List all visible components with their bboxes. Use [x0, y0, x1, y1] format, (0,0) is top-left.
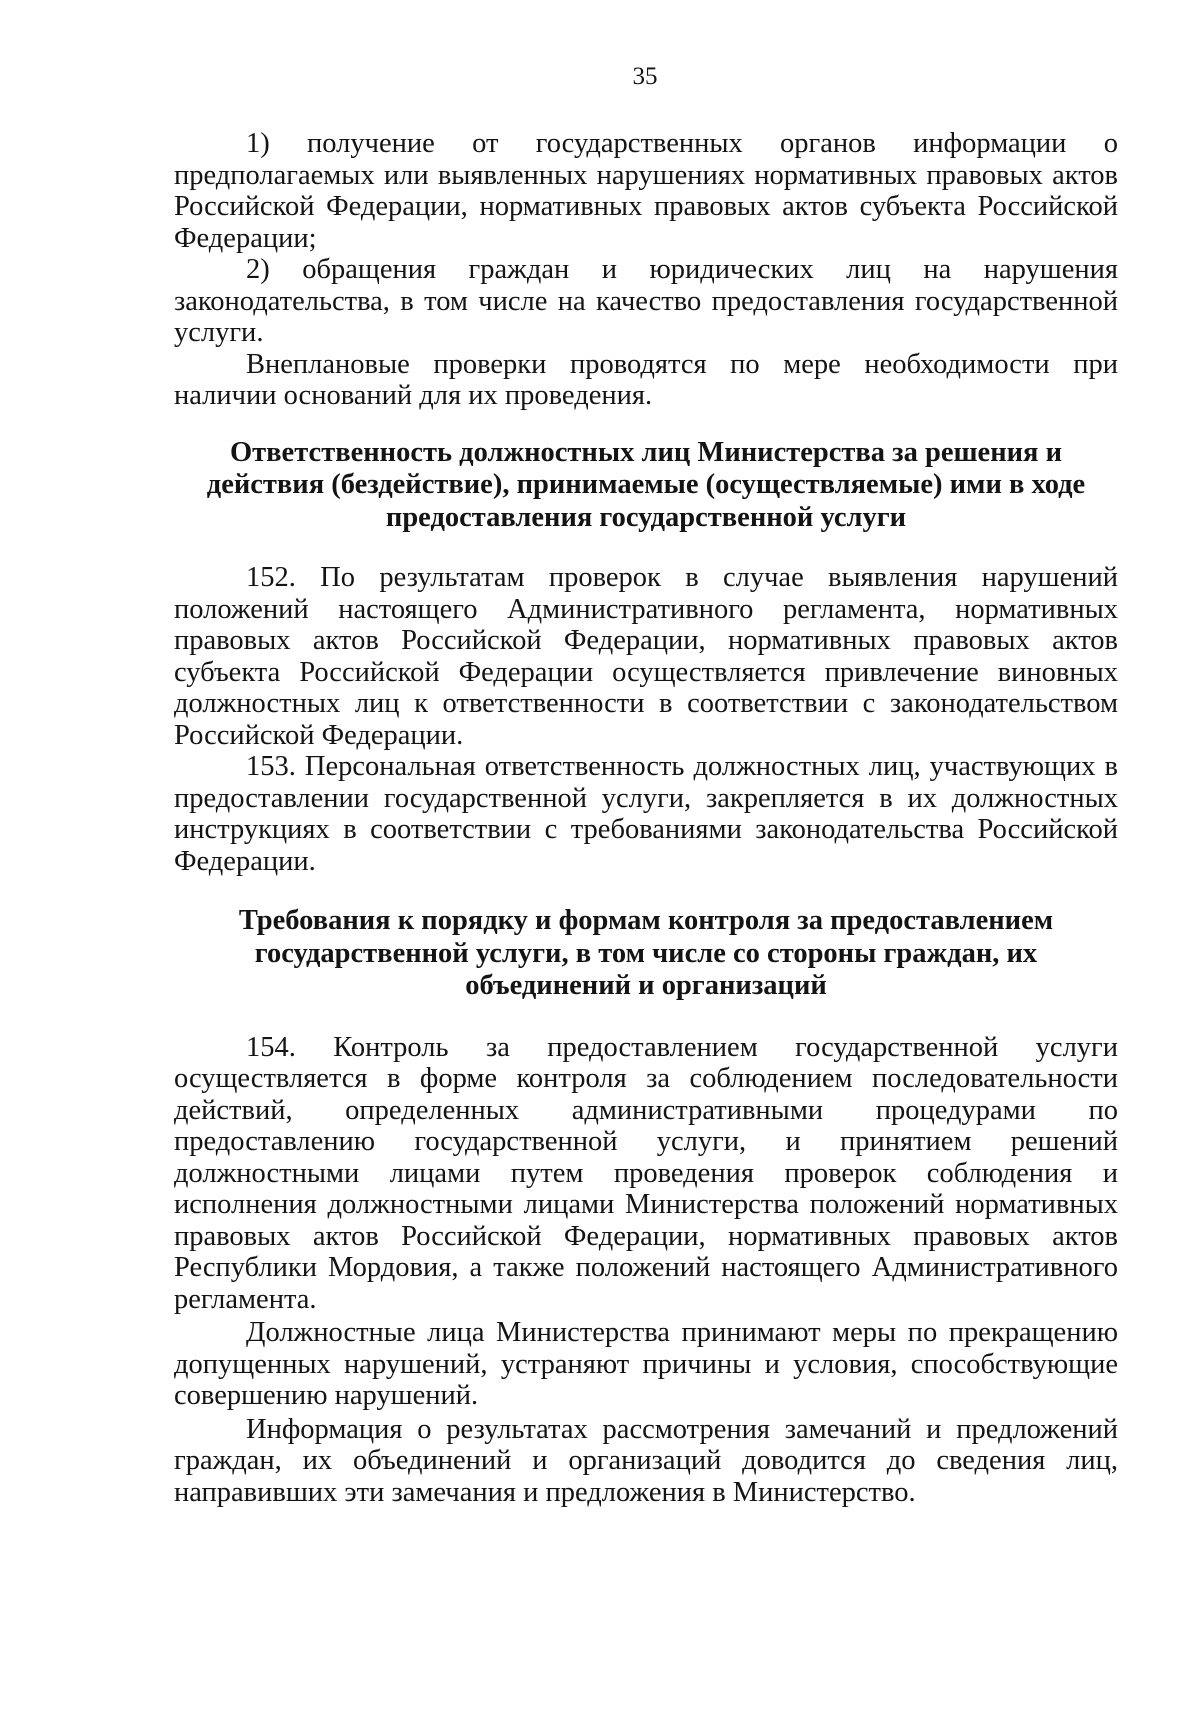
paragraph-results-information: Информация о результатах рассмотрения замечаний и предложений граждан, их объединений и организаций доводится до сведения лиц, направивших эти замечания и предложения в Министерство. [174, 1413, 1118, 1508]
paragraph-item-2: 2) обращения граждан и юридических лиц на нарушения законодательства, в том числе на качество предоставления государственной услуги. [174, 254, 1118, 348]
paragraph-153: 153. Персональная ответственность должностных лиц, участвующих в предоставлении государственной услуги, закрепляется в их должностных инструкциях в соответствии с требованиями законодательства Российской Федерации. [174, 751, 1118, 877]
page-number: 35 [632, 63, 658, 90]
section-heading-control-requirements: Требования к порядку и формам контроля за предоставлением государственной услуги, в том числе со стороны граждан, их объединений и организаций [238, 905, 1054, 1001]
paragraph-152: 152. По результатам проверок в случае выявления нарушений положений настоящего Административного регламента, нормативных правовых актов Российской Федерации, нормативных правовых актов субъекта Российской Федерации осуществляется привлечение виновных должностных лиц к ответственности в соответствии с законодательством Российской Федерации. [174, 562, 1118, 751]
paragraph-officials-measures: Должностные лица Министерства принимают меры по прекращению допущенных нарушений, устраняют причины и условия, способствующие совершению нарушений. [174, 1317, 1118, 1411]
document-body [174, 128, 1118, 1508]
paragraph-item-1: 1) получение от государственных органов информации о предполагаемых или выявленных нарушениях нормативных правовых актов Российской Федерации, нормативных правовых актов субъекта Российской Федерации; [174, 128, 1118, 254]
paragraph-154: 154. Контроль за предоставлением государственной услуги осуществляется в форме контроля за соблюдением последовательности действий, определенных административными процедурами по предоставлению государственной услуги, и принятием решений должностными лицами путем проведения проверок соблюдения и исполнения должностными лицами Министерства положений нормативных правовых актов Российской Федерации, нормативных правовых актов Республики Мордовия, а также положений настоящего Административного регламента. [174, 1031, 1118, 1315]
paragraph-unscheduled-inspections: Внеплановые проверки проводятся по мере необходимости при наличии оснований для их проведения. [174, 348, 1118, 411]
section-heading-responsibility: Ответственность должностных лиц Министерства за решения и действия (бездействие), принимаемые (осуществляемые) ими в ходе предоставления государственной услуги [206, 436, 1086, 533]
